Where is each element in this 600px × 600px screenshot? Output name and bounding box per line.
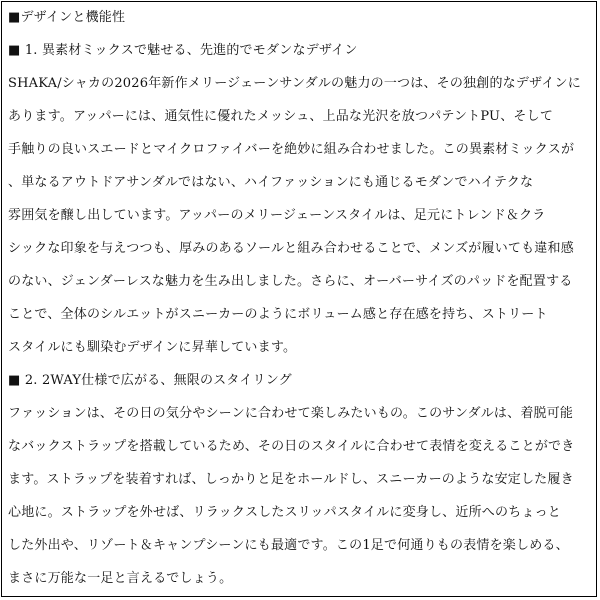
document-body	[8, 6, 592, 597]
paragraph-line: まさに万能な一足と言えるでしょう。	[8, 571, 233, 586]
paragraph-line: 、単なるアウトドアサンダルではない、ハイファッションにも通じるモダンでハイテクな	[8, 175, 534, 190]
section-title: ■デザインと機能性	[8, 10, 126, 25]
paragraph-line: SHAKA/シャカの2026年新作メリージェーンサンダルの魅力の一つは、その独創的なデザインに	[8, 76, 581, 91]
paragraph-line: 手触りの良いスエードとマイクロファイバーを絶妙に組み合わせました。この異素材ミックスが	[8, 142, 575, 157]
paragraph-line: ます。ストラップを装着すれば、しっかりと足をホールドし、スニーカーのような安定した履き	[8, 472, 574, 487]
subheading-design: ■ 1. 異素材ミックスで魅せる、先進的でモダンなデザイン	[8, 43, 358, 58]
paragraph-line: なバックストラップを搭載しているため、その日のスタイルに合わせて表情を変えることができ	[8, 439, 575, 454]
paragraph-line: ファッションは、その日の気分やシーンに合わせて楽しみたいもの。このサンダルは、着脱可能	[8, 406, 574, 421]
paragraph-line: スタイルにも馴染むデザインに昇華しています。	[8, 340, 297, 355]
paragraph-line: あります。アッパーには、通気性に優れたメッシュ、上品な光沢を放つパテントPU、そして	[8, 109, 554, 124]
paragraph-line: 心地に。ストラップを外せば、リラックスしたスリッパスタイルに変身し、近所へのちょっと	[8, 505, 561, 520]
paragraph-line: シックな印象を与えつつも、厚みのあるソールと組み合わせることで、メンズが履いても違和感	[8, 241, 574, 256]
paragraph-line: ことで、全体のシルエットがスニーカーのようにボリューム感と存在感を持ち、ストリート	[8, 307, 548, 322]
paragraph-line: 雰囲気を醸し出しています。アッパーのメリージェーンスタイルは、足元にトレンド＆クラ	[8, 208, 546, 223]
subheading-2way: ■ 2. 2WAY仕様で広がる、無限のスタイリング	[8, 373, 292, 388]
paragraph-line: した外出や、リゾート＆キャンプシーンにも最適です。この1足で何通りもの表情を楽しめる、	[8, 538, 569, 553]
paragraph-line: のない、ジェンダーレスな魅力を生み出しました。さらに、オーバーサイズのパッドを配置する	[8, 274, 573, 289]
document-frame	[1, 1, 597, 597]
